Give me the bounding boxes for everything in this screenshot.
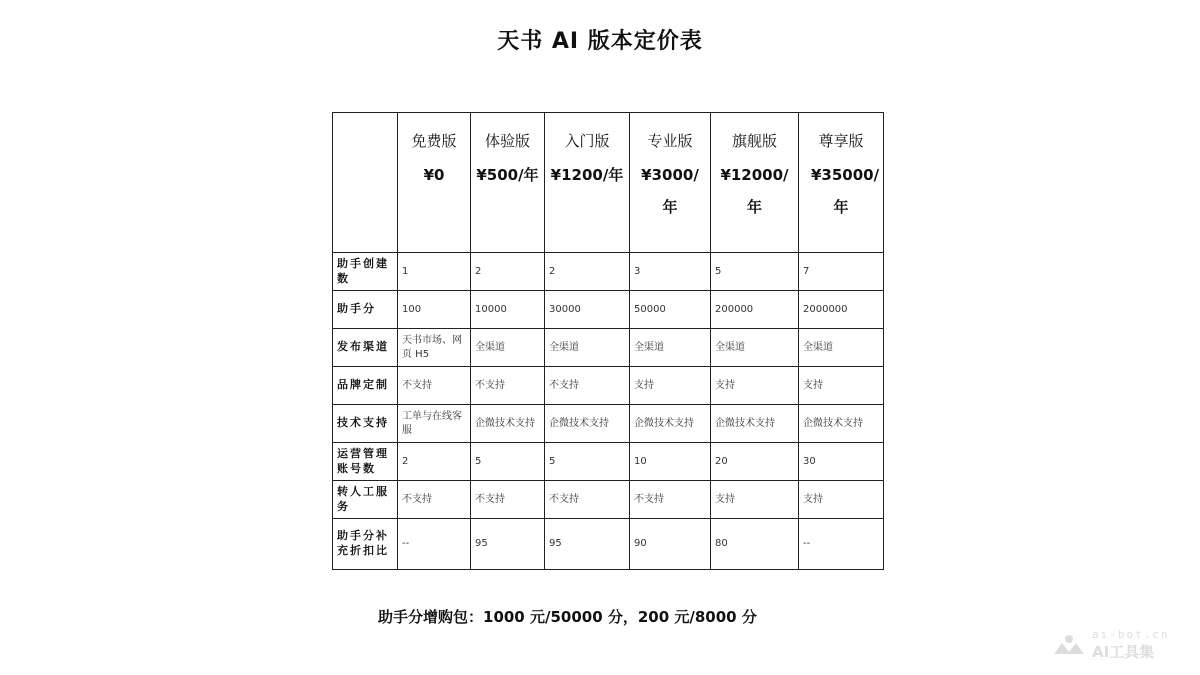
plan-name: 旗舰版 xyxy=(731,132,777,150)
table-cell: 不支持 xyxy=(545,367,630,405)
table-row xyxy=(333,443,884,481)
plan-price: ¥35000/年 xyxy=(811,166,880,217)
row-label: 助手分补充折扣比 xyxy=(333,519,398,570)
table-cell: -- xyxy=(398,519,471,570)
table-cell: 不支持 xyxy=(630,481,711,519)
plan-name: 免费版 xyxy=(411,132,457,150)
table-row xyxy=(333,405,884,443)
table-cell: 全渠道 xyxy=(471,329,545,367)
plan-header xyxy=(711,113,799,253)
table-cell: 企微技术支持 xyxy=(799,405,884,443)
plan-name: 入门版 xyxy=(564,132,610,150)
plan-header xyxy=(630,113,711,253)
table-cell: 95 xyxy=(545,519,630,570)
table-cell: 10000 xyxy=(471,291,545,329)
row-label: 技术支持 xyxy=(333,405,398,443)
table-cell: 5 xyxy=(711,253,799,291)
table-cell: 支持 xyxy=(799,481,884,519)
table-cell: 1 xyxy=(398,253,471,291)
table-cell: 10 xyxy=(630,443,711,481)
table-cell: 30000 xyxy=(545,291,630,329)
plan-price: ¥1200/年 xyxy=(550,166,624,185)
plan-price: ¥0 xyxy=(423,166,445,185)
table-cell: 2 xyxy=(545,253,630,291)
page-title: 天书 AI 版本定价表 xyxy=(497,29,703,54)
table-cell: 全渠道 xyxy=(545,329,630,367)
plan-header xyxy=(398,113,471,253)
watermark-name: AI工具集 xyxy=(1092,643,1155,661)
row-label: 运营管理账号数 xyxy=(333,443,398,481)
table-cell: 95 xyxy=(471,519,545,570)
table-cell: 3 xyxy=(630,253,711,291)
table-row xyxy=(333,519,884,570)
table-cell: 支持 xyxy=(630,367,711,405)
table-cell: -- xyxy=(799,519,884,570)
table-cell: 支持 xyxy=(711,481,799,519)
table-cell: 5 xyxy=(471,443,545,481)
table-cell: 全渠道 xyxy=(711,329,799,367)
plan-header xyxy=(799,113,884,253)
plan-price: ¥3000/年 xyxy=(641,166,699,217)
row-label: 品牌定制 xyxy=(333,367,398,405)
plan-name: 专业版 xyxy=(647,132,693,150)
table-cell: 30 xyxy=(799,443,884,481)
plan-header xyxy=(545,113,630,253)
table-cell: 天书市场、网页 H5 xyxy=(398,329,471,367)
table-cell: 100 xyxy=(398,291,471,329)
table-row xyxy=(333,291,884,329)
corner-cell xyxy=(333,113,398,253)
plan-header-row xyxy=(333,113,884,253)
table-cell: 不支持 xyxy=(398,481,471,519)
plan-header xyxy=(471,113,545,253)
table-cell: 2000000 xyxy=(799,291,884,329)
table-cell: 全渠道 xyxy=(799,329,884,367)
watermark xyxy=(1052,628,1170,662)
table-cell: 50000 xyxy=(630,291,711,329)
plan-price: ¥500/年 xyxy=(476,166,539,185)
table-cell: 工单与在线客服 xyxy=(398,405,471,443)
row-label: 发布渠道 xyxy=(333,329,398,367)
table-cell: 企微技术支持 xyxy=(545,405,630,443)
watermark-logo-icon xyxy=(1052,634,1086,656)
watermark-domain: ai-bot.cn xyxy=(1092,628,1170,641)
table-row xyxy=(333,481,884,519)
table-cell: 7 xyxy=(799,253,884,291)
table-cell: 全渠道 xyxy=(630,329,711,367)
row-label: 助手创建数 xyxy=(333,253,398,291)
table-cell: 200000 xyxy=(711,291,799,329)
table-cell: 不支持 xyxy=(545,481,630,519)
table-cell: 2 xyxy=(398,443,471,481)
table-row xyxy=(333,367,884,405)
row-label: 助手分 xyxy=(333,291,398,329)
plan-price: ¥12000/年 xyxy=(720,166,789,217)
table-cell: 不支持 xyxy=(398,367,471,405)
table-cell: 80 xyxy=(711,519,799,570)
table-cell: 2 xyxy=(471,253,545,291)
table-cell: 20 xyxy=(711,443,799,481)
table-row xyxy=(333,329,884,367)
addon-note: 助手分增购包：1000 元/50000 分，200 元/8000 分 xyxy=(378,608,757,626)
table-cell: 不支持 xyxy=(471,367,545,405)
row-label: 转人工服务 xyxy=(333,481,398,519)
table-cell: 5 xyxy=(545,443,630,481)
table-cell: 支持 xyxy=(711,367,799,405)
table-cell: 企微技术支持 xyxy=(711,405,799,443)
pricing-table xyxy=(332,112,884,570)
table-cell: 不支持 xyxy=(471,481,545,519)
table-cell: 企微技术支持 xyxy=(471,405,545,443)
table-cell: 企微技术支持 xyxy=(630,405,711,443)
table-cell: 90 xyxy=(630,519,711,570)
plan-name: 尊享版 xyxy=(818,132,864,150)
plan-name: 体验版 xyxy=(484,132,530,150)
table-row xyxy=(333,253,884,291)
table-cell: 支持 xyxy=(799,367,884,405)
